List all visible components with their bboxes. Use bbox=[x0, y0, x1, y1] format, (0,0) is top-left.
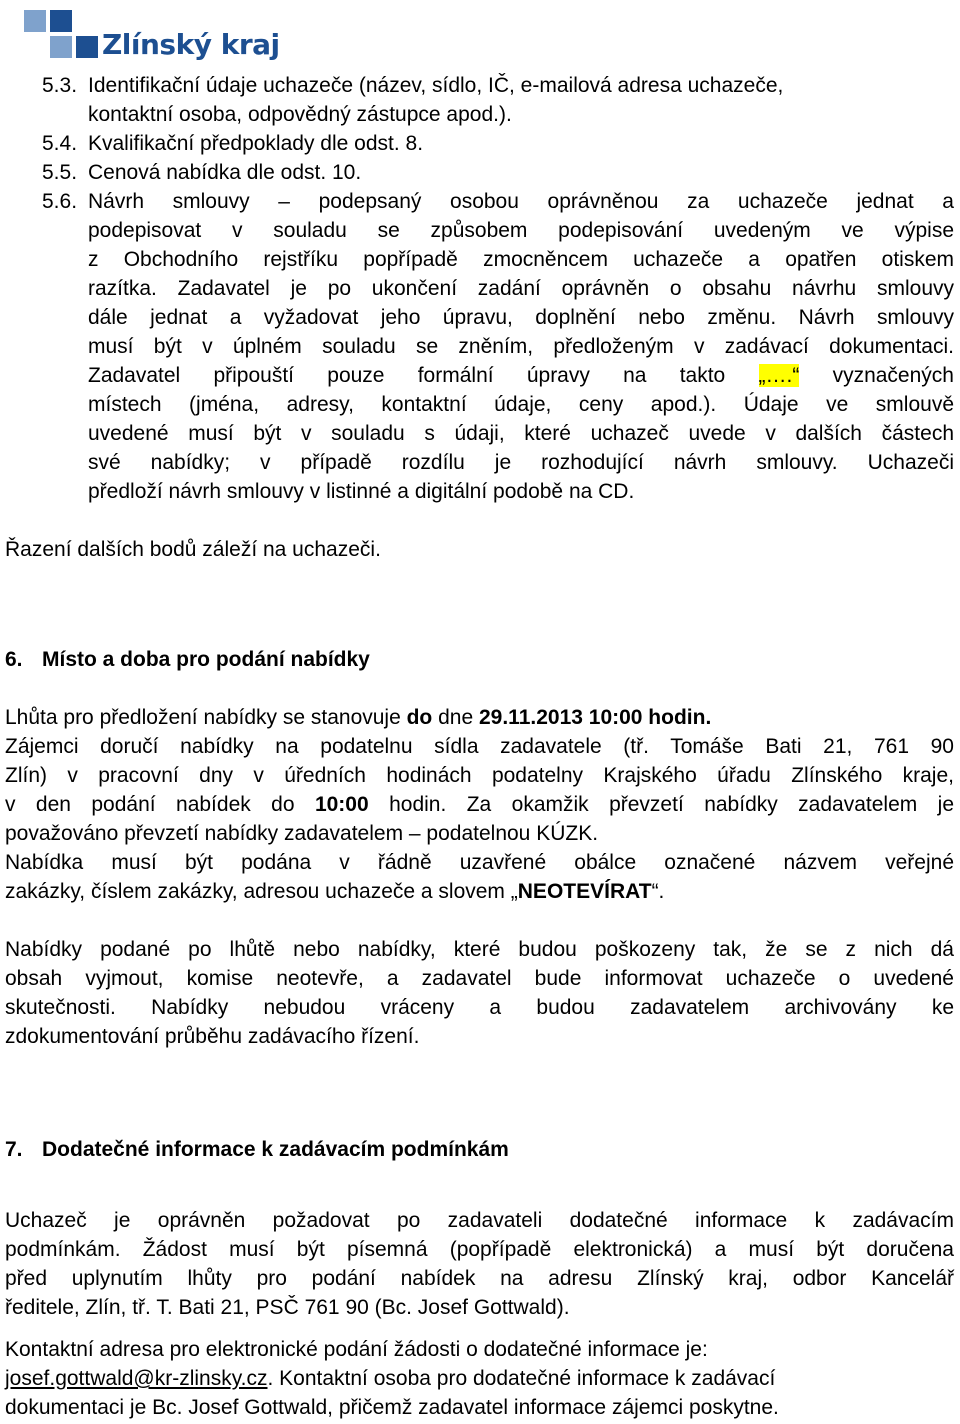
section-6-heading bbox=[5, 645, 370, 674]
keyword-bold: NEOTEVÍRAT bbox=[517, 880, 652, 903]
text-line: Návrh smlouvy – podepsaný osobou oprávněnou za uchazeče jednat a bbox=[88, 190, 954, 213]
logo-square-dark-2 bbox=[76, 36, 98, 58]
text-line: Nabídka musí být podána v řádně uzavřené obálce označené názvem veřejné bbox=[5, 851, 954, 874]
item-text: Kvalifikační předpoklady dle odst. 8. bbox=[88, 132, 424, 155]
text-line: místech (jména, adresy, kontaktní údaje, ceny apod.). Údaje ve smlouvě bbox=[88, 393, 954, 416]
text-segment: dne bbox=[432, 706, 479, 729]
logo-text: Zlínský kraj bbox=[102, 28, 280, 61]
text-segment: hodin. Za okamžik převzetí nabídky zadavatelem je bbox=[368, 793, 955, 816]
ordering-note: Řazení dalších bodů záleží na uchazeči. bbox=[5, 538, 381, 561]
text-line: skutečnosti. Nabídky nebudou vráceny a budou zadavatelem archivovány ke bbox=[5, 996, 954, 1019]
section-7-heading bbox=[5, 1135, 509, 1164]
text-segment: zakázky, číslem zakázky, adresou uchazeče a slovem „ bbox=[5, 880, 518, 903]
text-line: považováno převzetí nabídky zadavatelem – podatelnou KÚZK. bbox=[5, 822, 599, 845]
logo-square-light-1 bbox=[24, 10, 46, 32]
contact-email-link[interactable]: josef.gottwald@kr-zlinsky.cz bbox=[5, 1367, 268, 1390]
text-line: Kontaktní adresa pro elektronické podání žádosti o dodatečné informace je: bbox=[5, 1338, 708, 1361]
text-segment: v den podání nabídek do bbox=[5, 793, 315, 816]
section-7-paragraph-2 bbox=[5, 1335, 954, 1422]
logo-square-dark-1 bbox=[50, 10, 72, 32]
item-number: 5.6. bbox=[42, 190, 78, 213]
text-line: Identifikační údaje uchazeče (název, sídlo, IČ, e-mailová adresa uchazeče, bbox=[88, 74, 784, 97]
section-number: 6. bbox=[5, 648, 23, 671]
text-line: podmínkám. Žádost musí být písemná (popřípadě elektronická) a musí být doručena bbox=[5, 1238, 954, 1261]
section-number: 7. bbox=[5, 1138, 23, 1161]
text-line: Zlín) v pracovní dny v úředních hodinách podatelny Krajského úřadu Zlínského kraje, bbox=[5, 764, 954, 787]
text-line: ředitele, Zlín, tř. T. Bati 21, PSČ 761 90 (Bc. Josef Gottwald). bbox=[5, 1296, 570, 1319]
text-line: podepisovat v souladu se způsobem podepisování uvedeným ve výpise bbox=[88, 219, 954, 242]
deadline-date: 29.11.2013 10:00 hodin. bbox=[478, 706, 712, 729]
header-logo bbox=[22, 6, 280, 64]
text-line: Uchazeč je oprávněn požadovat po zadavateli dodatečné informace k zadávacím bbox=[5, 1209, 954, 1232]
text-line-marker bbox=[88, 361, 954, 390]
text-line: předloží návrh smlouvy v listinné a digitální podobě na CD. bbox=[88, 480, 635, 503]
text-line: své nabídky; v případě rozdílu je rozhodující návrh smlouvy. Uchazeči bbox=[88, 451, 954, 474]
text-line: uvedené musí být v souladu s údaji, které uchazeč uvede v dalších částech bbox=[88, 422, 954, 445]
text-segment: “. bbox=[651, 880, 665, 903]
text-line: kontaktní osoba, odpovědný zástupce apod.). bbox=[88, 103, 512, 126]
text-line: dále jednat a vyžadovat jeho úpravu, doplnění nebo změnu. Návrh smlouvy bbox=[88, 306, 954, 329]
text-line: obsah vyjmout, komise neotevře, a zadavatel bude informovat uchazeče o uvedené bbox=[5, 967, 954, 990]
text-segment: vyznačených bbox=[832, 364, 954, 387]
item-number: 5.5. bbox=[42, 161, 78, 184]
item-text bbox=[88, 187, 954, 506]
text-line: Nabídky podané po lhůtě nebo nabídky, které budou poškozeny tak, že se z nich dá bbox=[5, 938, 954, 961]
time-bold: 10:00 bbox=[314, 793, 369, 816]
highlight-marker: „….“ bbox=[758, 364, 800, 387]
section-6-body bbox=[5, 703, 954, 906]
item-number: 5.3. bbox=[42, 74, 78, 97]
logo-square-light-2 bbox=[50, 36, 72, 58]
text-line: Zájemci doručí nabídky na podatelnu sídla zadavatele (tř. Tomáše Bati 21, 761 90 bbox=[5, 735, 954, 758]
list-item-5-3 bbox=[0, 71, 960, 129]
text-line: razítka. Zadavatel je po ukončení zadání oprávněn o obsahu návrhu smlouvy bbox=[88, 277, 954, 300]
text-line: musí být v úplném souladu se zněním, předloženým v zadávací dokumentaci. bbox=[88, 335, 954, 358]
item-number: 5.4. bbox=[42, 132, 78, 155]
section-6-paragraph-3 bbox=[5, 935, 954, 1051]
text-segment: Zadavatel připouští pouze formální úpravy na takto bbox=[88, 364, 726, 387]
section-7-paragraph-1 bbox=[5, 1206, 954, 1322]
deadline-line bbox=[5, 703, 954, 732]
text-bold: do bbox=[406, 706, 433, 729]
text-segment: Lhůta pro předložení nabídky se stanovuje bbox=[5, 706, 407, 729]
section-title: Místo a doba pro podání nabídky bbox=[42, 648, 370, 671]
text-line bbox=[5, 790, 954, 819]
section-title: Dodatečné informace k zadávacím podmínkám bbox=[42, 1138, 509, 1161]
item-text bbox=[88, 71, 954, 129]
text-line: před uplynutím lhůty pro podání nabídek na adresu Zlínský kraj, odbor Kancelář bbox=[5, 1267, 954, 1290]
text-line bbox=[5, 1364, 954, 1393]
item-text: Cenová nabídka dle odst. 10. bbox=[88, 161, 362, 184]
text-line bbox=[5, 877, 954, 906]
text-line: zdokumentování průběhu zadávacího řízení. bbox=[5, 1025, 420, 1048]
text-line: z Obchodního rejstříku popřípadě zmocněncem uchazeče a opatřen otiskem bbox=[88, 248, 954, 271]
text-segment: . Kontaktní osoba pro dodatečné informace k zadávací bbox=[267, 1367, 776, 1390]
text-line: dokumentaci je Bc. Josef Gottwald, přičemž zadavatel informace zájemci poskytne. bbox=[5, 1396, 779, 1419]
